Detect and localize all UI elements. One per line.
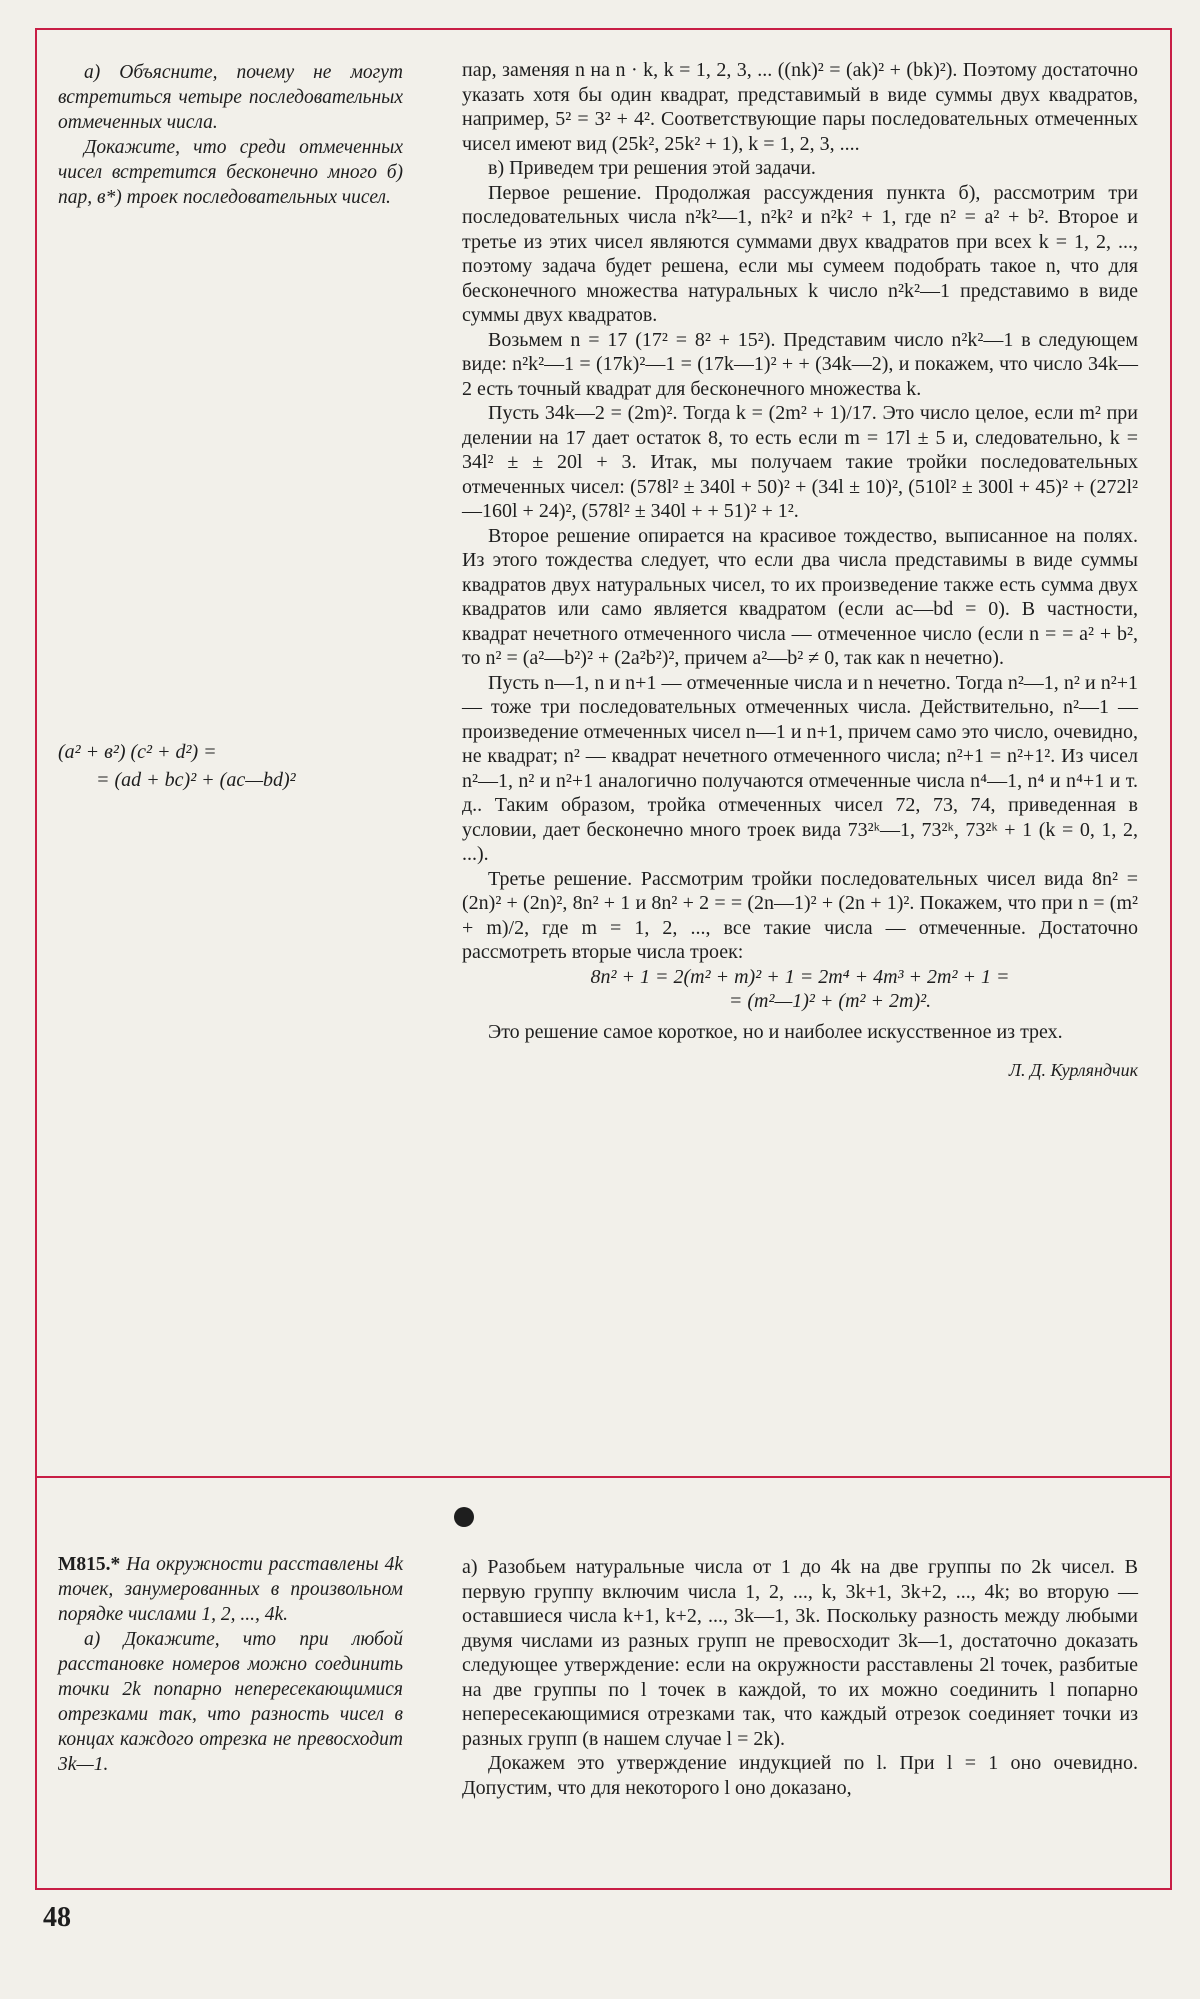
problem2-solution <box>462 1555 1138 1800</box>
statement-paragraph: а) Объясните, почему не могут встретиться четыре последовательных отмеченных числа. <box>58 62 403 133</box>
solution-paragraph: Первое решение. Продолжая рассуждения пункта б), рассмотрим три последовательных числа n²k²—1, n²k² и n²k² + 1, где n² = a² + b². Второе и третье из этих чисел являются суммами двух квадратов при всех k = 1, 2, ..., поэтому задача будет решена, если мы сумеем подобрать такое n, что для бесконечного множества натуральных k число n²k²—1 представимо в виде суммы двух квадратов. <box>462 181 1138 326</box>
problem-label: М815.* <box>58 1554 121 1575</box>
statement-paragraph: Докажите, что среди отмеченных чисел встретится бесконечно много б) пар, в*) троек последовательных чисел. <box>58 137 403 208</box>
solution-paragraph: в) Приведем три решения этой задачи. <box>488 157 816 179</box>
problem1-statement <box>58 60 403 210</box>
section-bullet-icon <box>454 1507 474 1527</box>
statement-text: На окружности расставлены 4k точек, занумерованных в произвольном порядке числами 1, 2, ..., 4k. <box>58 1554 403 1625</box>
solution-paragraph: Возьмем n = 17 (17² = 8² + 15²). Представим число n²k²—1 в следующем виде: n²k²—1 = (17k)²—1 = (17k—1)² + + (34k—2), и покажем, что число 34k—2 есть точный квадрат для бесконечного множества k. <box>462 328 1138 400</box>
identity-formula <box>58 738 403 794</box>
statement-paragraph: а) Докажите, что при любой расстановке номеров можно соединить точки 2k попарно непересекающимися отрезками так, что разность чисел в концах каждого отрезка не превосходит 3k—1. <box>58 1629 403 1775</box>
problem2-statement <box>58 1552 403 1777</box>
solution-paragraph: Третье решение. Рассмотрим тройки последовательных чисел вида 8n² = (2n)² + (2n)², 8n² + 1 и 8n² + 2 = = (2n—1)² + (2n + 1)². Покажем, что при n = (m² + m)/2, где m = 1, 2, ..., все такие числа — отмеченные. Достаточно рассмотреть вторые числа троек: <box>462 867 1138 963</box>
formula-line: = (ad + bc)² + (ac—bd)² <box>96 769 296 791</box>
solution-paragraph: а) Разобьем натуральные числа от 1 до 4k на две группы по 2k чисел. В первую группу включим числа 1, 2, ..., k, 3k+1, 3k+2, ..., 4k; во вторую — оставшиеся числа k+1, k+2, ..., 3k—1, 3k. Поскольку разность между любыми двумя числами из разных групп не превосходит 3k—1, достаточно доказать следующее утверждение: если на окружности расставлены 2l точек, разбитые на две группы по l точек в каждой, то их можно соединить l попарно непересекающимися отрезками так, что каждый отрезок соединяет точки из разных групп (в нашем случае l = 2k). <box>462 1556 1138 1750</box>
display-equation: 8n² + 1 = 2(m² + m)² + 1 = 2m⁴ + 4m³ + 2m² + 1 = <box>590 965 1010 988</box>
closing-paragraph: Это решение самое короткое, но и наиболее искусственное из трех. <box>488 1020 1063 1043</box>
section-divider <box>37 1476 1170 1478</box>
solution-paragraph: Второе решение опирается на красивое тождество, выписанное на полях. Из этого тождества следует, что если два числа представимы в виде суммы квадратов двух натуральных чисел, то их произведение также есть сумма двух квадратов или само является квадратом (если ac—bd = 0). В частности, квадрат нечетного отмеченного числа — отмеченное число (если n = = a² + b², то n² = (a²—b²)² + (2a²b²)², причем a²—b² ≠ 0, так как n нечетно). <box>462 524 1138 669</box>
author-signature: Л. Д. Курляндчик <box>1008 1060 1138 1080</box>
problem1-solution <box>462 58 1138 1083</box>
solution-paragraph: Пусть n—1, n и n+1 — отмеченные числа и n нечетно. Тогда n²—1, n² и n²+1 — тоже три последовательных отмеченных числа. Действительно, n²—1 — произведение отмеченных чисел n—1 и n+1, причем само это число, очевидно, не квадрат; n² — квадрат нечетного отмеченного числа; n²+1 = n²+1². Из чисел n²—1, n² и n²+1 аналогично получаются отмеченные числа n⁴—1, n⁴ и n⁴+1 и т. д.. Таким образом, тройка отмеченных чисел 72, 73, 74, приведенная в условии, дает бесконечно много троек вида 73²ᵏ—1, 73²ᵏ, 73²ᵏ + 1 (k = 0, 1, 2, ...). <box>462 671 1138 865</box>
solution-paragraph: пар, заменяя n на n · k, k = 1, 2, 3, ... ((nk)² = (ak)² + (bk)²). Поэтому достаточно указать хотя бы один квадрат, представимый в виде суммы двух квадратов, например, 5² = 3² + 4². Соответствующие пары последовательных отмеченных чисел имеют вид (25k², 25k² + 1), k = 1, 2, 3, .... <box>462 59 1138 155</box>
formula-line: (a² + в²) (c² + d²) = <box>58 741 217 763</box>
solution-paragraph: Докажем это утверждение индукцией по l. При l = 1 оно очевидно. Допустим, что для некоторого l оно доказано, <box>462 1752 1138 1799</box>
display-equation: = (m²—1)² + (m² + 2m)². <box>728 990 932 1012</box>
page-number: 48 <box>43 1902 71 1933</box>
solution-paragraph: Пусть 34k—2 = (2m)². Тогда k = (2m² + 1)/17. Это число целое, если m² при делении на 17 дает остаток 8, то есть если m = 17l ± 5 и, следовательно, k = 34l² ± ± 20l + 3. Итак, мы получаем такие тройки последовательных отмеченных чисел: (578l² ± 340l + 50)² + (34l ± 10)², (510l² ± 300l + 45)² + (272l²—160l + 24)², (578l² ± 340l + + 51)² + 1². <box>462 402 1138 522</box>
